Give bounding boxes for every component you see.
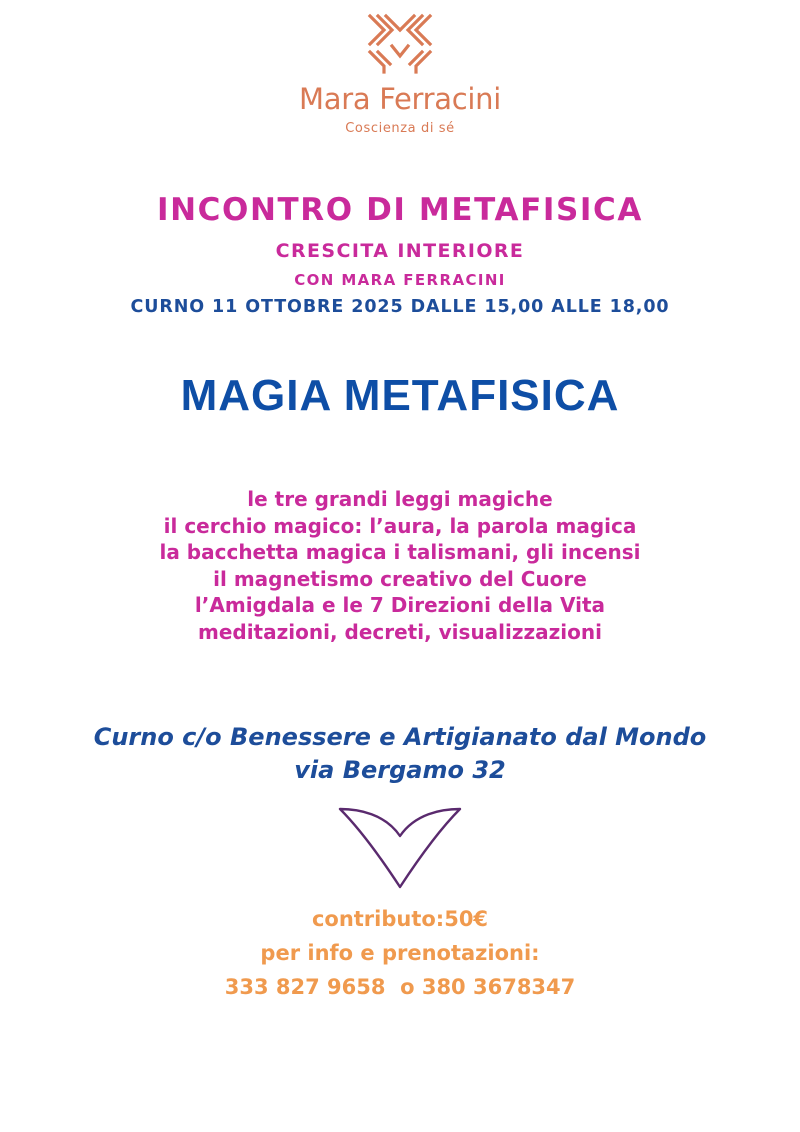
event-date-time: CURNO 11 OTTOBRE 2025 DALLE 15,00 ALLE 18,00 xyxy=(130,297,670,317)
topic-list xyxy=(0,486,800,646)
interlaced-m-icon xyxy=(366,12,434,76)
venue-address xyxy=(0,721,800,787)
event-subtitle: CRESCITA INTERIORE xyxy=(275,240,525,262)
brand-tagline: Coscienza di sé xyxy=(345,121,455,136)
event-title: INCONTRO DI METAFISICA xyxy=(156,192,644,228)
brand-name: Mara Ferracini xyxy=(299,82,501,116)
info-label: per info e prenotazioni: xyxy=(260,941,540,965)
topic-item: il cerchio magico: l’aura, la parola magica xyxy=(163,513,637,538)
heart-outline-icon xyxy=(337,806,463,890)
topic-item: il magnetismo creativo del Cuore xyxy=(213,566,587,591)
topic-item: le tre grandi leggi magiche xyxy=(247,487,553,511)
topic-item: meditazioni, decreti, visualizzazioni xyxy=(197,619,602,644)
contribution-fee: contributo:50€ xyxy=(311,907,489,931)
venue-name: Curno c/o Benessere e Artigianato dal Mondo xyxy=(93,723,707,751)
venue-street: via Bergamo 32 xyxy=(294,756,506,784)
topic-item: l’Amigdala e le 7 Direzioni della Vita xyxy=(194,593,606,618)
topic-item: la bacchetta magica i talismani, gli incensi xyxy=(159,540,641,565)
event-host: CON MARA FERRACINI xyxy=(294,271,506,289)
phone-numbers: 333 827 9658 o 380 3678347 xyxy=(224,975,576,999)
contact-info xyxy=(0,902,800,1004)
event-theme: MAGIA METAFISICA xyxy=(180,371,620,420)
